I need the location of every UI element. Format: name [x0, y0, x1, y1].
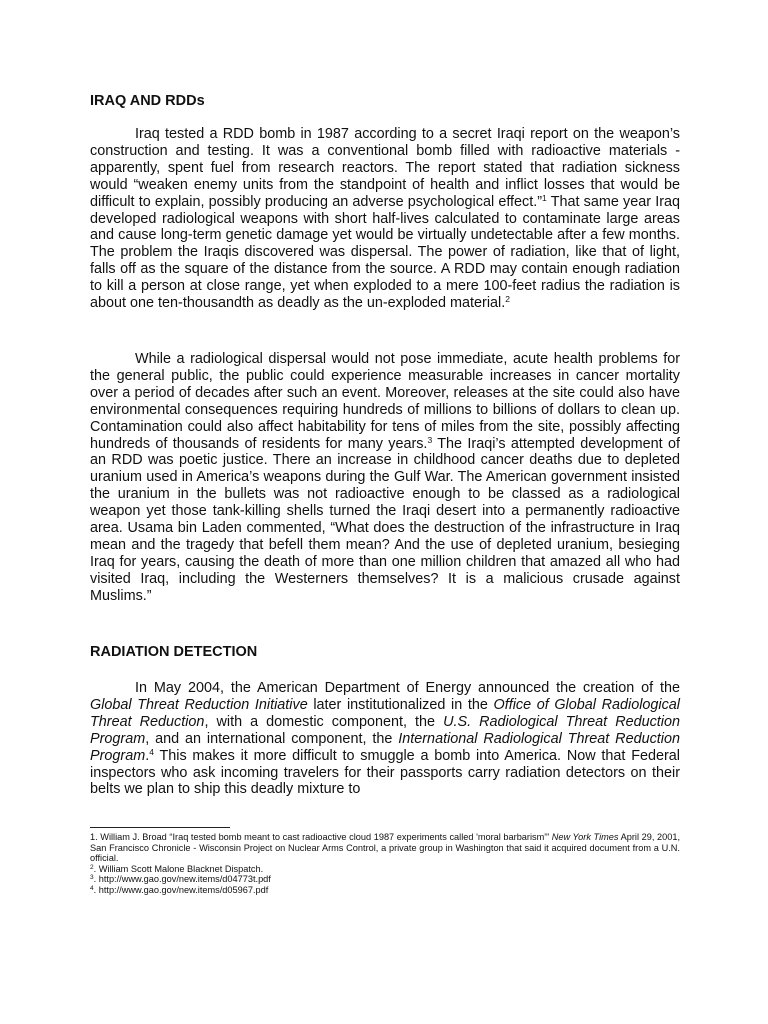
paragraph-text: While a radiological dispersal would not pose immediate, acute health problems for the general public, the public could experience measurable increases in cancer mortality over a period of decades after such an event. Moreover, releases at the site could also have environmental consequences requiring hundreds of millions to billions of dollars to clean up. Contamination could also affect habitability for tens of miles from the site, possibly affecting hundreds of thousands of residents for many years.: [90, 351, 680, 452]
paragraph-iraq-rdd-test: [90, 126, 680, 312]
footnote-ref-1: 1: [542, 192, 547, 203]
program-name: International Radiological Threat Reduction Program: [90, 730, 680, 764]
publication-name: New York Times: [551, 832, 619, 842]
footnote-ref-4: 4: [149, 746, 154, 757]
footnote-ref-3: 3: [427, 434, 433, 445]
footnote-number: 4: [90, 884, 94, 892]
footnote-link[interactable]: . http://www.gao.gov/new.items/d05967.pdf: [93, 884, 269, 895]
paragraph-text: .: [145, 747, 150, 764]
footnote-ref-2: 2: [505, 294, 510, 305]
paragraph-text: later institutionalized in the: [307, 696, 494, 713]
footnote-4: [90, 885, 680, 896]
footnote-text: April 29, 2001, San Francisco Chronicle - Wisconsin Project on Nuclear Arms Control, a private group in Washington that said it acquired document from a U.N. official.: [90, 832, 680, 864]
paragraph-text: In May 2004, the American Department of Energy announced the creation of the: [135, 680, 680, 696]
paragraph-text: That same year Iraq developed radiological weapons with short half-lives calculated to contaminate large areas and cause long-term genetic damage yet would be virtually undetectable after a few months. The problem the Iraqis discovered was dispersal. The power of radiation, like that of light, falls off as the square of the distance from the source. A RDD may contain enough radiation to kill a person at close range, yet when exploded to a mere 100-feet radius the radiation is about one ten-thousandth as deadly as the un-exploded material.: [90, 193, 680, 312]
paragraph-text: , with a domestic component, the: [204, 713, 444, 730]
footnote-1: [90, 832, 680, 864]
paragraph-text: , and an international component, the: [145, 730, 399, 747]
paragraph-text: Iraq tested a RDD bomb in 1987 according to a secret Iraqi report on the weapon’s construction and testing. It was a conventional bomb filled with radioactive materials - apparently, spent fuel from research reactors. The report stated that radiation sickness would “weaken enemy units from the standpoint of health and inflict losses that would be difficult to explain, possibly producing an adverse psychological effect.”: [90, 126, 680, 210]
section-heading-radiation-detection: RADIATION DETECTION: [90, 644, 258, 660]
footnote-3: [90, 874, 680, 885]
paragraph-text: This makes it more difficult to smuggle a bomb into America. Now that Federal inspectors who ask incoming travelers for their passports carry radiation detectors on their belts we plan to ship this deadly mixture to: [90, 747, 680, 798]
office-name: Office of Global Radiological Threat Reduction: [90, 696, 680, 730]
program-name: Global Threat Reduction Initiative: [90, 696, 308, 713]
footnote-link[interactable]: . http://www.gao.gov/new.items/d04773t.pdf: [93, 874, 271, 885]
footnote-divider: [90, 827, 230, 828]
section-heading-iraq-rdds: IRAQ AND RDDs: [90, 93, 205, 109]
footnote-2: [90, 864, 680, 875]
paragraph-radiation-detection: [90, 680, 680, 798]
footnote-number: 3: [90, 874, 94, 882]
footnotes: [90, 832, 680, 896]
paragraph-health-effects: [90, 351, 680, 605]
footnote-number: 2: [90, 863, 94, 871]
footnote-text: 1. William J. Broad “Iraq tested bomb meant to cast radioactive cloud 1987 experiments called 'moral barbarism'”: [90, 832, 552, 842]
program-name: U.S. Radiological Threat Reduction Program: [90, 713, 680, 747]
footnote-text: . William Scott Malone Blacknet Dispatch.: [93, 863, 264, 874]
paragraph-text: The Iraqi’s attempted development of an RDD was poetic justice. There an increase in childhood cancer deaths due to depleted uranium used in America’s weapons during the Gulf War. The American government insisted the uranium in the bullets was not radioactive enough to be classed as a radiological weapon yet those tank-killing shells turned the Iraqi desert into a permanently radioactive area. Usama bin Laden commented, “What does the destruction of the infrastructure in Iraq mean and the tragedy that befell them mean? And the use of depleted uranium, besieging Iraq for years, causing the death of more than one million children that amazed all who had visited Iraq, including the Westerners themselves? It is a malicious crusade against Muslims.”: [90, 435, 680, 604]
